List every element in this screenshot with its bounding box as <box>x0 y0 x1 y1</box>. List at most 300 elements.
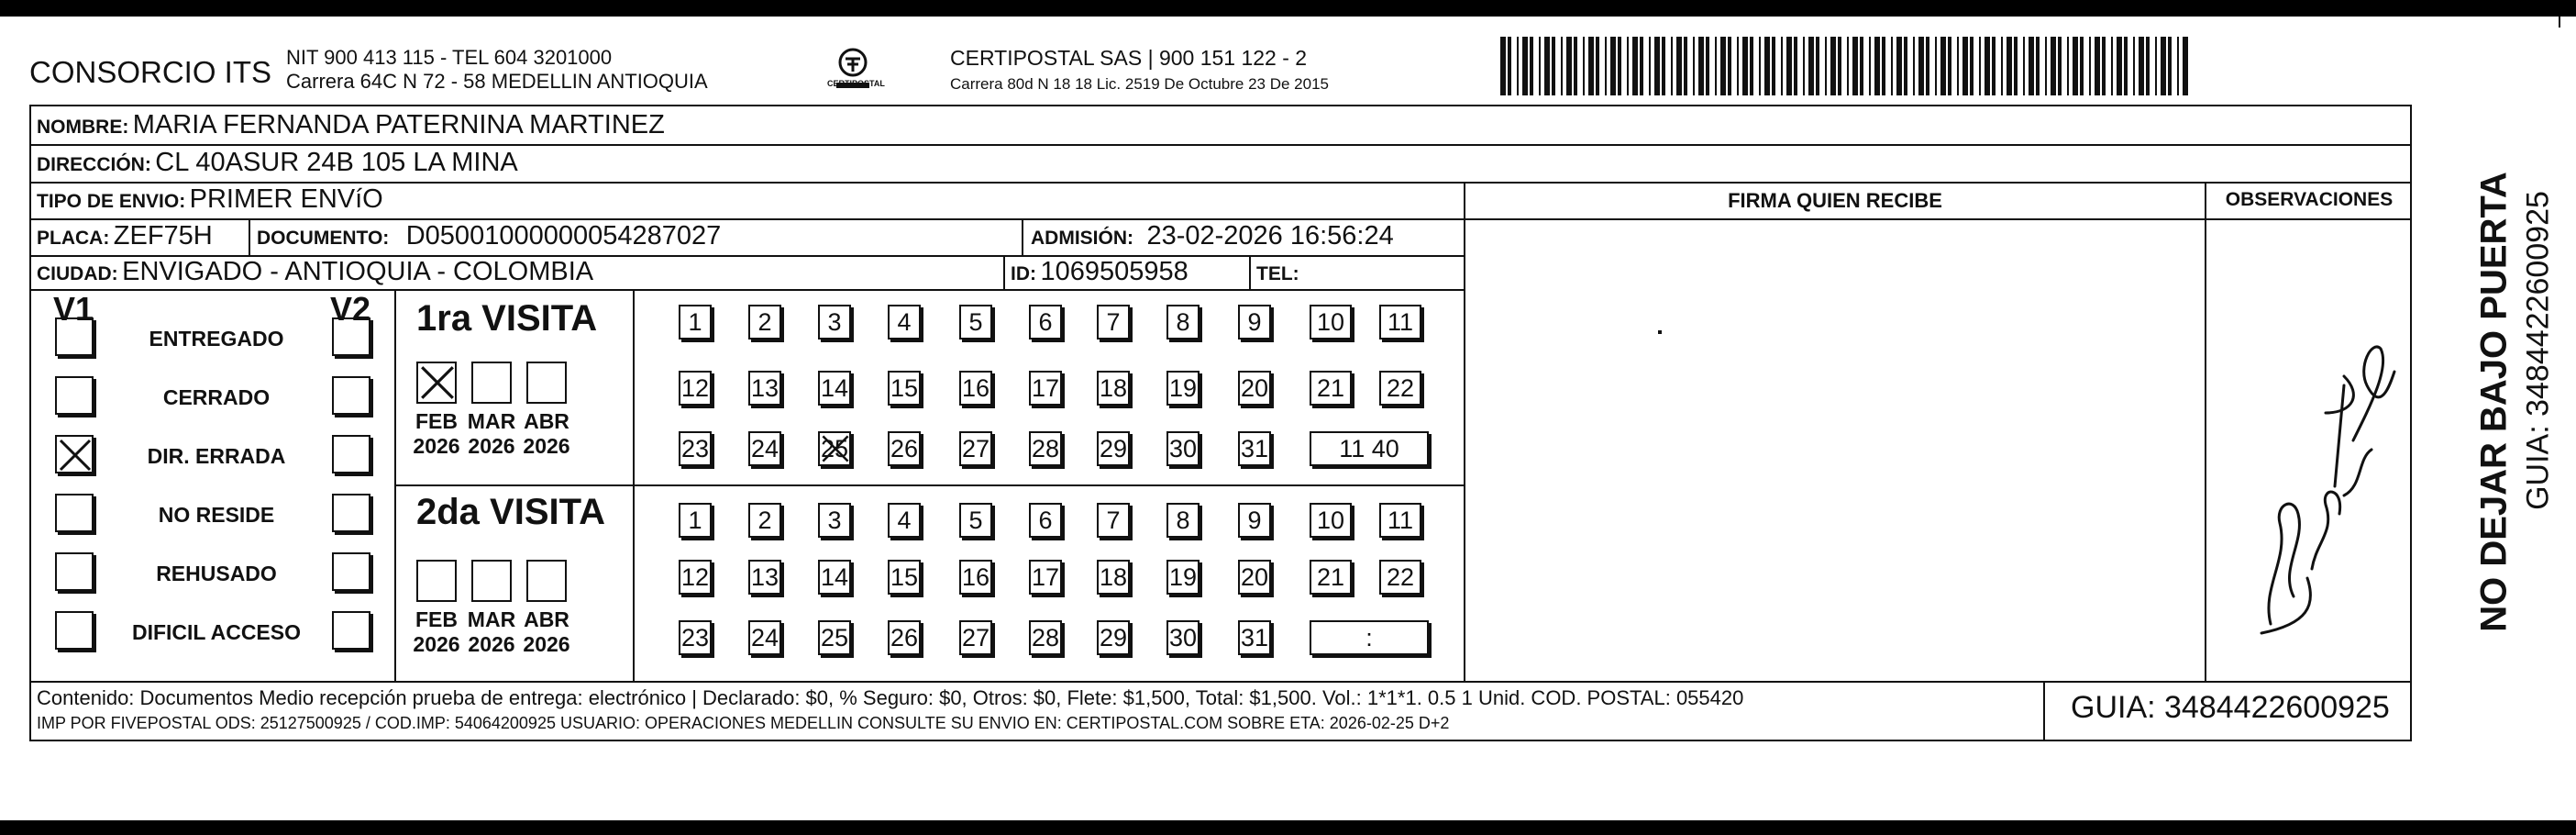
barcode-bar <box>1544 37 1550 95</box>
barcode-bar <box>1830 37 1836 95</box>
day-box[interactable] <box>679 620 712 655</box>
day-number: 19 <box>1168 563 1198 591</box>
barcode-bar <box>1764 37 1770 95</box>
admision-field <box>1031 221 1394 251</box>
documento-label: DOCUMENTO: <box>257 228 390 249</box>
day-number: 15 <box>890 374 919 402</box>
barcode-bar <box>1794 37 1797 95</box>
v1-checkbox[interactable] <box>55 376 94 415</box>
barcode-bar <box>2058 37 2062 95</box>
documento-value: D05001000000054287027 <box>405 221 722 250</box>
day-box[interactable] <box>1166 620 1200 655</box>
day-number: 10 <box>1316 308 1345 336</box>
barcode-bar <box>1698 37 1704 95</box>
barcode-bar <box>1896 37 1902 95</box>
day-box[interactable] <box>959 620 992 655</box>
v2-checkbox[interactable] <box>332 317 370 356</box>
day-box[interactable] <box>959 560 992 595</box>
barcode-bar <box>1869 37 1871 95</box>
barcode-bar <box>1957 37 1959 95</box>
day-number: 14 <box>820 563 849 591</box>
barcode-bar <box>2080 37 2084 95</box>
barcode-bar <box>1539 37 1541 95</box>
day-number: 2 <box>757 308 772 336</box>
day-number: 11 <box>1387 308 1414 336</box>
day-number: 13 <box>750 374 779 402</box>
day-number: 29 <box>1099 435 1128 462</box>
day-number: 12 <box>680 374 710 402</box>
nombre-label: NOMBRE: <box>37 117 129 138</box>
barcode-bar <box>2073 37 2078 95</box>
day-number: 3 <box>827 308 842 336</box>
day-box[interactable] <box>1379 371 1421 406</box>
barcode-bar <box>1654 37 1660 95</box>
month-checkbox[interactable] <box>471 560 512 602</box>
v1-checkbox[interactable] <box>55 611 94 650</box>
signature-area <box>2206 330 2408 679</box>
company-address: Carrera 64C N 72 - 58 MEDELLIN ANTIOQUIA <box>286 70 708 93</box>
tipo-value: PRIMER ENVíO <box>189 184 383 214</box>
day-box[interactable] <box>959 305 992 340</box>
day-box[interactable] <box>748 503 781 538</box>
month-year: 2026 <box>468 434 515 458</box>
no-dejar-bajo-puerta: NO DEJAR BAJO PUERTA <box>2473 172 2515 632</box>
barcode <box>1500 37 2188 95</box>
month-label <box>519 607 574 657</box>
barcode-bar <box>1728 37 1731 95</box>
firma-speck <box>1658 330 1662 334</box>
day-number: 30 <box>1168 624 1198 651</box>
day-box[interactable] <box>1029 371 1062 406</box>
tipo-row <box>37 184 383 215</box>
barcode-bar <box>1618 37 1621 95</box>
v2-checkbox[interactable] <box>332 611 370 650</box>
barcode-bar <box>1693 37 1695 95</box>
day-box[interactable] <box>1379 503 1421 538</box>
barcode-bar <box>1610 37 1616 95</box>
admision-label: ADMISIÓN: <box>1031 228 1133 249</box>
day-box[interactable] <box>888 305 921 340</box>
day-box[interactable] <box>1029 431 1062 466</box>
v1-checkbox[interactable] <box>55 494 94 532</box>
day-number: 7 <box>1106 507 1121 534</box>
day-number: 29 <box>1099 624 1128 651</box>
footer-guia: GUIA: 3484422600925 <box>2071 690 2390 725</box>
day-number: 11 <box>1387 507 1414 534</box>
barcode-bar <box>1561 37 1563 95</box>
barcode-bar <box>1816 37 1819 95</box>
barcode-bar <box>1500 37 1506 95</box>
day-number: 22 <box>1386 374 1415 402</box>
day-box[interactable] <box>1166 305 1200 340</box>
barcode-bar <box>1715 37 1717 95</box>
day-box[interactable] <box>959 371 992 406</box>
day-number: 5 <box>968 308 983 336</box>
barcode-bar <box>2146 37 2150 95</box>
month-label <box>409 607 464 657</box>
time-box[interactable] <box>1310 431 1429 466</box>
handwritten-signature <box>2206 330 2408 679</box>
barcode-bar <box>2029 37 2034 95</box>
day-number: 9 <box>1247 308 1262 336</box>
barcode-bar <box>1759 37 1761 95</box>
barcode-bar <box>1935 37 1937 95</box>
day-box[interactable] <box>1097 560 1130 595</box>
barcode-bar <box>1596 37 1599 95</box>
day-box[interactable] <box>748 371 781 406</box>
barcode-bar <box>1750 37 1753 95</box>
month-label <box>519 409 574 459</box>
barcode-bar <box>2102 37 2106 95</box>
day-number: 25 <box>820 435 849 462</box>
day-box[interactable] <box>1029 560 1062 595</box>
day-box[interactable] <box>888 431 921 466</box>
barcode-bar <box>2111 37 2113 95</box>
day-box[interactable] <box>1310 503 1352 538</box>
day-number: 18 <box>1099 374 1128 402</box>
day-number: 3 <box>827 507 842 534</box>
day-number: 16 <box>961 374 990 402</box>
day-number: 18 <box>1099 563 1128 591</box>
ciudad-label: CIUDAD: <box>37 263 118 284</box>
nombre-value: MARIA FERNANDA PATERNINA MARTINEZ <box>132 110 665 139</box>
side-guia: GUIA: 3484422600925 <box>2520 191 2556 510</box>
barcode-bar <box>1649 37 1651 95</box>
certipostal-address: Carrera 80d N 18 18 Lic. 2519 De Octubre 23 De 2015 <box>950 75 1329 93</box>
day-number: 21 <box>1316 563 1345 591</box>
status-option-label: DIR. ERRADA <box>147 444 286 468</box>
day-number: 24 <box>750 624 779 651</box>
day-number: 13 <box>750 563 779 591</box>
day-box[interactable] <box>818 503 851 538</box>
v2-checkbox[interactable] <box>332 376 370 415</box>
placa-label: PLACA: <box>37 228 110 249</box>
day-box[interactable] <box>818 431 851 466</box>
month-checkbox[interactable] <box>416 560 457 602</box>
direccion-value: CL 40ASUR 24B 105 LA MINA <box>155 148 518 177</box>
day-box[interactable] <box>818 560 851 595</box>
day-number: 12 <box>680 563 710 591</box>
day-number: 1 <box>688 507 702 534</box>
day-number: 6 <box>1038 308 1053 336</box>
ciudad-value: ENVIGADO - ANTIOQUIA - COLOMBIA <box>122 257 594 286</box>
barcode-bar <box>1772 37 1775 95</box>
month-year: 2026 <box>413 632 460 656</box>
barcode-bar <box>2139 37 2144 95</box>
day-box[interactable] <box>1310 560 1352 595</box>
barcode-bar <box>1918 37 1924 95</box>
ciudad-field <box>37 257 593 287</box>
status-option-label: ENTREGADO <box>149 327 284 351</box>
day-number: 28 <box>1031 435 1060 462</box>
documento-field <box>257 221 721 251</box>
day-box[interactable] <box>1097 305 1130 340</box>
day-box[interactable] <box>1097 620 1130 655</box>
day-box[interactable] <box>818 305 851 340</box>
day-box[interactable] <box>1238 560 1271 595</box>
day-box[interactable] <box>888 371 921 406</box>
right-edge-mark <box>2559 17 2560 28</box>
day-box[interactable] <box>679 503 712 538</box>
day-number: 1 <box>688 308 702 336</box>
x-mark-icon <box>418 363 457 402</box>
day-box[interactable] <box>1166 371 1200 406</box>
day-number: 20 <box>1240 563 1269 591</box>
barcode-bar <box>1552 37 1555 95</box>
month-checkbox[interactable] <box>526 560 567 602</box>
footer-line-2: IMP POR FIVEPOSTAL ODS: 25127500925 / COD.IMP: 54064200925 USUARIO: OPERACIONES MEDELLIN CONSULTE SU ENVIO EN: CERTIPOSTAL.COM SOBRE ETA: 2026-02-25 D+2 <box>37 714 1450 732</box>
day-number: 24 <box>750 435 779 462</box>
visit2-title: 2da VISITA <box>416 492 605 532</box>
nombre-row <box>37 110 665 140</box>
day-number: 23 <box>680 624 710 651</box>
id-label: ID: <box>1011 263 1036 284</box>
barcode-bar <box>1671 37 1673 95</box>
month-year: 2026 <box>523 434 570 458</box>
barcode-bar <box>2089 37 2091 95</box>
month-checkbox[interactable] <box>416 362 457 404</box>
footer-line-1: Contenido: Documentos Medio recepción prueba de entrega: electrónico | Declarado: $0, % Seguro: $0, Otros: $0, Flete: $1,500, Total: $1,500. Vol.: 1*1*1. 0.5 1 Unid. COD. POSTAL: 055420 <box>37 686 1744 709</box>
day-number: 17 <box>1031 374 1060 402</box>
month-name: MAR <box>467 409 516 433</box>
admision-value: 23-02-2026 16:56:24 <box>1146 221 1394 250</box>
barcode-bar <box>2036 37 2040 95</box>
v2-checkbox[interactable] <box>332 552 370 591</box>
tel-field <box>1256 257 1299 287</box>
barcode-bar <box>2161 37 2166 95</box>
day-number: 4 <box>897 308 912 336</box>
barcode-bar <box>1970 37 1973 95</box>
barcode-bar <box>1605 37 1607 95</box>
visit1-title: 1ra VISITA <box>416 298 598 339</box>
day-box[interactable] <box>1029 503 1062 538</box>
day-box[interactable] <box>1166 560 1200 595</box>
barcode-bar <box>1904 37 1907 95</box>
barcode-bar <box>2045 37 2047 95</box>
v2-checkbox[interactable] <box>332 435 370 473</box>
day-box[interactable] <box>1166 503 1200 538</box>
barcode-bar <box>1522 37 1528 95</box>
month-year: 2026 <box>523 632 570 656</box>
barcode-bar <box>2183 37 2188 95</box>
day-number: 16 <box>961 563 990 591</box>
day-number: 22 <box>1386 563 1415 591</box>
day-number: 27 <box>961 624 990 651</box>
month-label <box>464 409 519 459</box>
day-box[interactable] <box>959 431 992 466</box>
v2-label: V2 <box>330 290 371 328</box>
barcode-bar <box>1742 37 1748 95</box>
day-number: 20 <box>1240 374 1269 402</box>
day-box[interactable] <box>888 503 921 538</box>
barcode-bar <box>1781 37 1783 95</box>
day-box[interactable] <box>1379 305 1421 340</box>
direccion-label: DIRECCIÓN: <box>37 154 151 175</box>
day-number: 6 <box>1038 507 1053 534</box>
barcode-bar <box>2168 37 2172 95</box>
day-box[interactable] <box>1310 371 1352 406</box>
barcode-bar <box>1962 37 1968 95</box>
day-box[interactable] <box>748 560 781 595</box>
day-box[interactable] <box>818 371 851 406</box>
observaciones-header: OBSERVACIONES <box>2225 189 2394 210</box>
day-box[interactable] <box>679 431 712 466</box>
barcode-bar <box>1583 37 1585 95</box>
month-name: FEB <box>415 409 458 433</box>
day-box[interactable] <box>959 503 992 538</box>
day-number: 8 <box>1176 507 1190 534</box>
month-name: FEB <box>415 607 458 631</box>
v2-checkbox[interactable] <box>332 494 370 532</box>
day-number: 9 <box>1247 507 1262 534</box>
status-option-label: CERRADO <box>162 385 271 409</box>
barcode-bar <box>1720 37 1726 95</box>
month-year: 2026 <box>468 632 515 656</box>
barcode-bar <box>1632 37 1638 95</box>
day-box[interactable] <box>1238 305 1271 340</box>
barcode-bar <box>1874 37 1880 95</box>
day-box[interactable] <box>818 620 851 655</box>
month-label <box>409 409 464 459</box>
placa-field <box>37 221 213 251</box>
day-box[interactable] <box>679 560 712 595</box>
barcode-bar <box>2095 37 2100 95</box>
company-name: CONSORCIO ITS <box>29 55 272 89</box>
day-number: 31 <box>1240 624 1269 651</box>
day-box[interactable] <box>748 305 781 340</box>
certipostal-name: CERTIPOSTAL SAS | 900 151 122 - 2 <box>950 46 1308 70</box>
id-value: 1069505958 <box>1040 257 1188 286</box>
barcode-bar <box>2001 37 2003 95</box>
day-box[interactable] <box>888 560 921 595</box>
day-box[interactable] <box>679 305 712 340</box>
barcode-bar <box>1985 37 1990 95</box>
barcode-bar <box>1640 37 1643 95</box>
direccion-row <box>37 148 518 178</box>
firma-header: FIRMA QUIEN RECIBE <box>1728 189 1942 212</box>
barcode-bar <box>1803 37 1805 95</box>
month-year: 2026 <box>413 434 460 458</box>
month-name: ABR <box>524 607 569 631</box>
day-box[interactable] <box>1029 620 1062 655</box>
barcode-bar <box>1940 37 1946 95</box>
month-name: MAR <box>467 607 516 631</box>
certipostal-logo-icon <box>833 46 873 101</box>
day-number: 2 <box>757 507 772 534</box>
barcode-bar <box>1588 37 1594 95</box>
barcode-bar <box>1574 37 1577 95</box>
day-box[interactable] <box>748 620 781 655</box>
day-number: 15 <box>890 563 919 591</box>
day-number: 19 <box>1168 374 1198 402</box>
day-box[interactable] <box>1310 305 1352 340</box>
day-box[interactable] <box>1166 431 1200 466</box>
x-mark-icon <box>820 433 851 464</box>
logo-text: CERTIPOSTAL <box>827 79 885 88</box>
day-number: 8 <box>1176 308 1190 336</box>
status-option-label: REHUSADO <box>156 562 277 585</box>
day-number: 14 <box>820 374 849 402</box>
certipostal-logo <box>833 46 873 101</box>
time-box[interactable] <box>1310 620 1429 655</box>
day-number: 31 <box>1240 435 1269 462</box>
x-mark-icon <box>57 437 94 473</box>
day-number: 25 <box>820 624 849 651</box>
bottom-scan-border <box>0 820 2576 835</box>
barcode-bar <box>2124 37 2128 95</box>
top-scan-border <box>0 0 2576 17</box>
day-number: 7 <box>1106 308 1121 336</box>
day-box[interactable] <box>1097 503 1130 538</box>
month-checkbox[interactable] <box>526 362 567 404</box>
day-box[interactable] <box>1029 305 1062 340</box>
barcode-bar <box>1566 37 1572 95</box>
day-box[interactable] <box>748 431 781 466</box>
day-box[interactable] <box>1097 371 1130 406</box>
tel-label: TEL: <box>1256 263 1299 284</box>
day-box[interactable] <box>1238 620 1271 655</box>
day-number: 5 <box>968 507 983 534</box>
barcode-bar <box>1825 37 1827 95</box>
month-checkbox[interactable] <box>471 362 512 404</box>
day-number: 17 <box>1031 563 1060 591</box>
v1-checkbox[interactable] <box>55 317 94 356</box>
v1-label: V1 <box>53 290 94 328</box>
barcode-bar <box>1508 37 1511 95</box>
barcode-bar <box>2023 37 2025 95</box>
barcode-bar <box>1992 37 1996 95</box>
barcode-bar <box>1737 37 1739 95</box>
v1-checkbox[interactable] <box>55 435 94 473</box>
barcode-bar <box>2007 37 2012 95</box>
day-box[interactable] <box>1238 371 1271 406</box>
barcode-bar <box>1808 37 1814 95</box>
barcode-bar <box>1676 37 1682 95</box>
day-number: 21 <box>1316 374 1345 402</box>
company-nit: NIT 900 413 115 - TEL 604 3201000 <box>286 46 613 69</box>
barcode-bar <box>1517 37 1519 95</box>
status-option-label: NO RESIDE <box>158 503 275 527</box>
barcode-bar <box>1627 37 1629 95</box>
day-box[interactable] <box>1238 431 1271 466</box>
time-value: 11 40 <box>1339 435 1399 462</box>
barcode-bar <box>1530 37 1533 95</box>
day-number: 26 <box>890 624 919 651</box>
barcode-bar <box>1847 37 1849 95</box>
barcode-bar <box>1684 37 1687 95</box>
barcode-bar <box>1860 37 1863 95</box>
barcode-bar <box>1948 37 1951 95</box>
day-box[interactable] <box>1097 431 1130 466</box>
barcode-bar <box>1838 37 1841 95</box>
v1-checkbox[interactable] <box>55 552 94 591</box>
day-box[interactable] <box>1379 560 1421 595</box>
month-label <box>464 607 519 657</box>
barcode-graphic <box>1500 37 2188 95</box>
barcode-bar <box>2067 37 2069 95</box>
placa-value: ZEF75H <box>113 221 213 250</box>
day-box[interactable] <box>888 620 921 655</box>
day-box[interactable] <box>679 371 712 406</box>
barcode-bar <box>2051 37 2056 95</box>
day-number: 23 <box>680 435 710 462</box>
day-box[interactable] <box>1238 503 1271 538</box>
day-number: 10 <box>1316 507 1345 534</box>
time-value: : <box>1365 624 1373 651</box>
barcode-bar <box>1979 37 1981 95</box>
day-number: 30 <box>1168 435 1198 462</box>
day-number: 28 <box>1031 624 1060 651</box>
